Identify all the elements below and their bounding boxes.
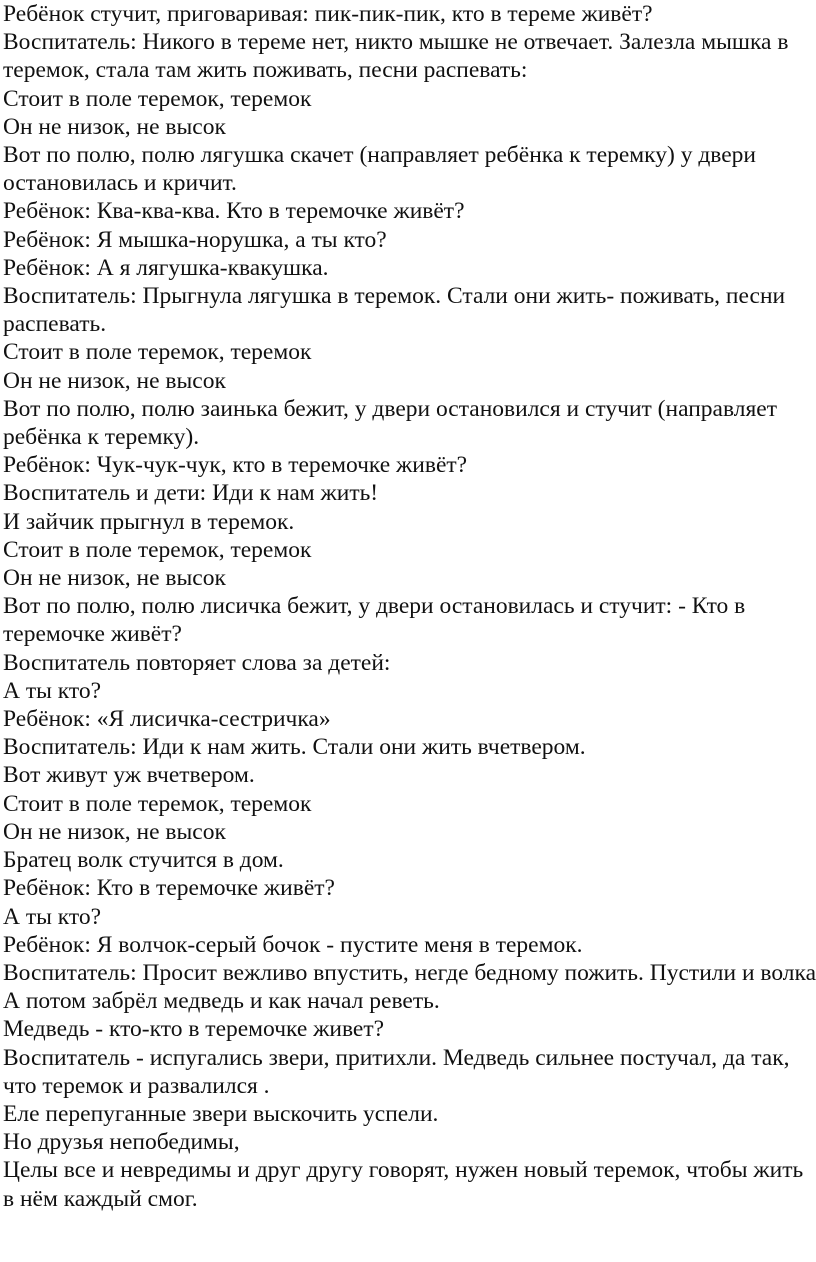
text-paragraph: Целы все и невредимы и друг другу говорят, нужен новый теремок, чтобы жить в нём каждый смог. [3, 1157, 804, 1212]
text-paragraph: Стоит в поле теремок, теремок [3, 790, 312, 817]
text-paragraph: Ребёнок: «Я лисичка-сестричка» [3, 706, 331, 733]
text-paragraph: Воспитатель: Никого в тереме нет, никто мышке не отвечает. Залезла мышка в теремок, стала там жить поживать, песни распевать: [3, 29, 789, 84]
text-paragraph: Воспитатель: Просит вежливо впустить, негде бедному пожить. Пустили и волка [3, 959, 816, 986]
text-paragraph: Ребёнок: Ква-ква-ква. Кто в теремочке живёт? [3, 198, 465, 225]
text-paragraph: И зайчик прыгнул в теремок. [3, 508, 295, 535]
text-paragraph: Стоит в поле теремок, теремок [3, 536, 312, 563]
text-paragraph: Ребёнок: Я мышка-норушка, а ты кто? [3, 226, 387, 253]
document-body [3, 0, 816, 1213]
text-paragraph: Ребёнок: А я лягушка-квакушка. [3, 254, 329, 281]
text-paragraph: Воспитатель: Иди к нам жить. Стали они жить вчетвером. [3, 734, 586, 761]
text-paragraph: Воспитатель: Прыгнула лягушка в теремок. Стали они жить- поживать, песни распевать. [3, 283, 786, 338]
text-paragraph: Ребёнок: Я волчок-серый бочок - пустите меня в теремок. [3, 931, 583, 958]
text-paragraph: Но друзья непобедимы, [3, 1129, 240, 1156]
text-paragraph: Стоит в поле теремок, теремок [3, 85, 312, 112]
text-paragraph: Он не низок, не высок [3, 113, 226, 140]
text-paragraph: Воспитатель и дети: Иди к нам жить! [3, 480, 379, 507]
text-paragraph: Вот живут уж вчетвером. [3, 762, 255, 789]
text-paragraph: А потом забрёл медведь и как начал реветь. [3, 988, 440, 1015]
text-paragraph: Вот по полю, полю лисичка бежит, у двери остановилась и стучит: - Кто в теремочке живёт? [3, 593, 746, 648]
text-paragraph: Вот по полю, полю лягушка скачет (направляет ребёнка к теремку) у двери остановилась и кричит. [3, 142, 757, 197]
text-paragraph: А ты кто? [3, 903, 102, 930]
text-paragraph: Воспитатель повторяет слова за детей: [3, 649, 391, 676]
text-paragraph: А ты кто? [3, 677, 102, 704]
text-paragraph: Еле перепуганные звери выскочить успели. [3, 1100, 439, 1127]
text-paragraph: Он не низок, не высок [3, 565, 226, 592]
text-paragraph: Ребёнок: Кто в теремочке живёт? [3, 875, 335, 902]
text-paragraph: Он не низок, не высок [3, 367, 226, 394]
text-paragraph: Ребёнок: Чук-чук-чук, кто в теремочке живёт? [3, 452, 468, 479]
text-paragraph: Ребёнок стучит, приговаривая: пик-пик-пик, кто в тереме живёт? [3, 1, 653, 27]
text-paragraph: Вот по полю, полю заинька бежит, у двери остановился и стучит (направляет ребёнка к теремку). [3, 395, 777, 451]
text-paragraph: Медведь - кто-кто в теремочке живет? [3, 1016, 385, 1043]
text-paragraph: Он не низок, не высок [3, 818, 226, 845]
text-paragraph: Воспитатель - испугались звери, притихли. Медведь сильнее постучал, да так, что теремок и развалился . [3, 1044, 790, 1099]
text-paragraph: Братец волк стучится в дом. [3, 847, 284, 874]
text-paragraph: Стоит в поле теремок, теремок [3, 339, 312, 366]
